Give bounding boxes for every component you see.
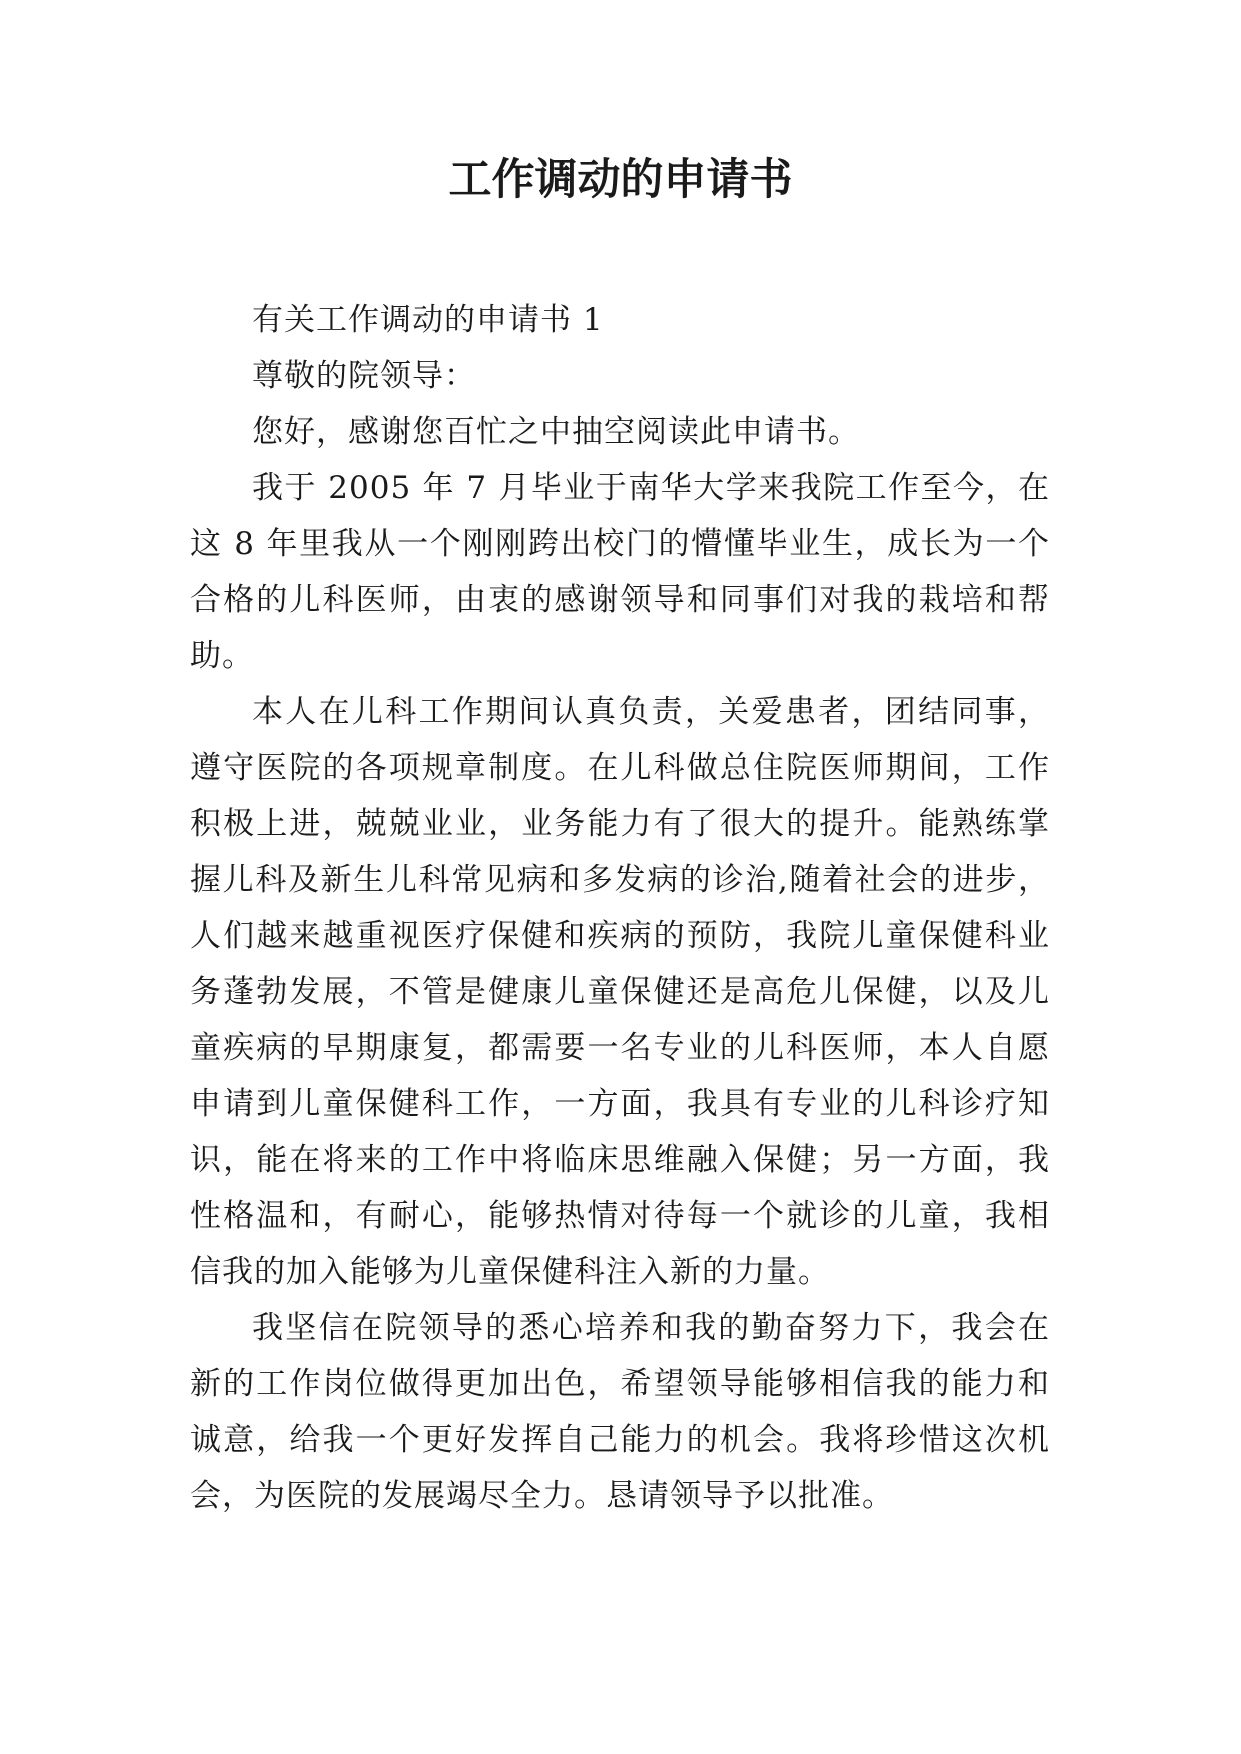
document-title: 工作调动的申请书 [448, 155, 793, 205]
paragraph-greeting: 您好，感谢您百忙之中抽空阅读此申请书。 [252, 414, 860, 450]
paragraph-heading: 有关工作调动的申请书 1 [252, 302, 604, 338]
paragraph-salutation: 尊敬的院领导： [252, 358, 476, 394]
paragraph-reasons: 本人在儿科工作期间认真负责，关爱患者，团结同事，遵守医院的各项规章制度。在儿科做总住院医师期间，工作积极上进，兢兢业业，业务能力有了很大的提升。能熟练掌握儿科及新生儿科常见病和多发病的诊治,随着社会的进步，人们越来越重视医疗保健和疾病的预防，我院儿童保健科业务蓬勃发展，不管是健康儿童保健还是高危儿保健，以及儿童疾病的早期康复，都需要一名专业的儿科医师，本人自愿申请到儿童保健科工作，一方面，我具有专业的儿科诊疗知识，能在将来的工作中将临床思维融入保健；另一方面，我性格温和，有耐心，能够热情对待每一个就诊的儿童，我相信我的加入能够为儿童保健科注入新的力量。 [190, 694, 1050, 1290]
paragraph-background: 我于 2005 年 7 月毕业于南华大学来我院工作至今，在这 8 年里我从一个刚刚跨出校门的懵懂毕业生，成长为一个合格的儿科医师，由衷的感谢领导和同事们对我的栽培和帮助。 [190, 470, 1050, 674]
paragraph-closing: 我坚信在院领导的悉心培养和我的勤奋努力下，我会在新的工作岗位做得更加出色，希望领导能够相信我的能力和诚意，给我一个更好发挥自己能力的机会。我将珍惜这次机会，为医院的发展竭尽全力。恳请领导予以批准。 [190, 1310, 1050, 1514]
document-body [190, 292, 1050, 1524]
